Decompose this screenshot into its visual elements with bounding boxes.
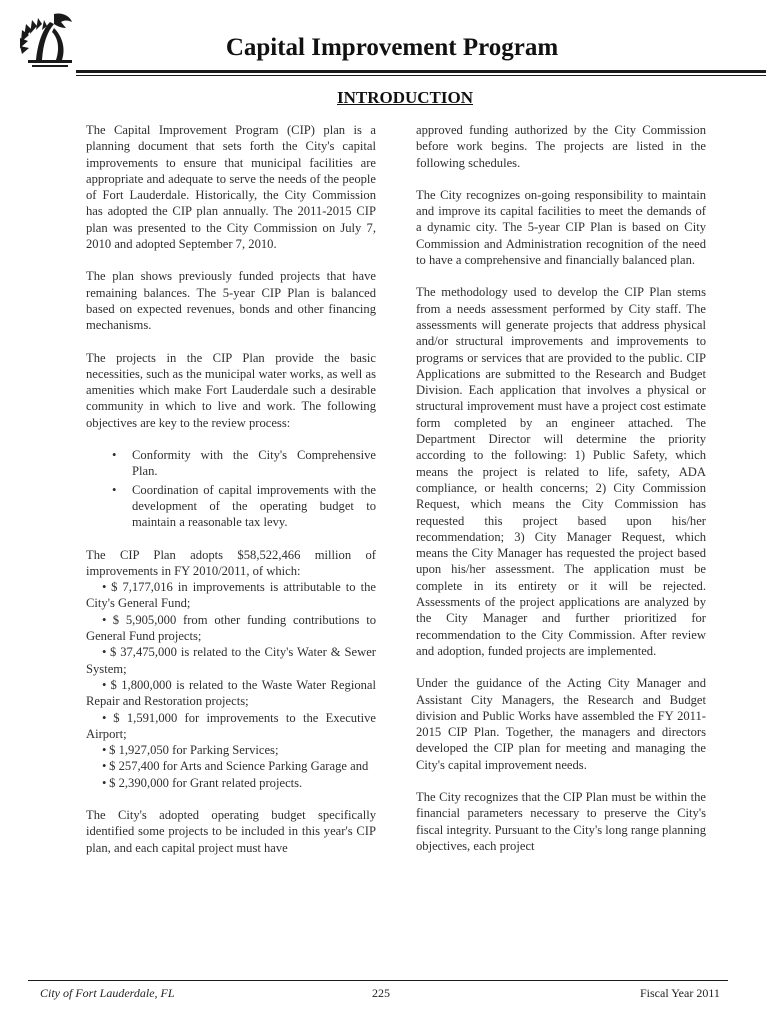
page-number: 225 [372,986,390,1000]
bullet-icon: • [102,710,107,725]
amount-text: $ 2,390,000 for Grant related projects. [109,775,303,790]
amount-text: $ 1,927,050 for Parking Services; [109,743,279,758]
amount-text: $ 1,591,000 for improvements to the Executive Airport; [86,710,376,741]
bullet-icon: • [102,677,107,692]
amounts-list [86,579,376,791]
bullet-icon: • [102,645,107,660]
paragraph: The City recognizes on-going responsibility to maintain and improve its capital facilities to meet the demands of a dynamic city. The 5-year CIP Plan is based on City Commission and Administration recognition of the need to have a comprehensive and financially balanced plan. [416,187,706,268]
amount-text: $ 1,800,000 is related to the Waste Water Regional Repair and Restoration projects; [86,677,376,709]
paragraph: Under the guidance of the Acting City Manager and Assistant City Managers, the Research and Budget division and Public Works have assembled the FY 2011-2015 CIP Plan. Together, the managers and directors developed the CIP plan for meeting and managing the City's capital improvement needs. [416,676,706,772]
amount-text: $ 37,475,000 is related to the City's Water & Sewer System; [86,645,376,676]
amount-text: $ 257,400 for Arts and Science Parking Garage and [109,759,369,774]
footer-fiscal-year: Fiscal Year 2011 [640,986,720,1000]
header-rule-thin [76,75,766,76]
list-item: • Conformity with the City's Comprehensive Plan. [86,447,376,480]
paragraph: The CIP Plan adopts $58,522,466 million of improvements in FY 2010/2011, of which: [86,547,376,578]
paragraph: The City's adopted operating budget specifically identified some projects to be included in this year's CIP plan, and each capital project must have [86,807,376,855]
section-heading: INTRODUCTION [336,88,474,107]
objectives-list [86,447,376,530]
footer-city: City of Fort Lauderdale, FL [40,986,175,1000]
left-column [86,122,376,872]
right-column [416,122,706,870]
paragraph: The Capital Improvement Program (CIP) plan is a planning document that sets forth the City's capital improvements to ensure that municipal facilities are appropriate and adequate to serve the needs of the people of Fort Lauderdale. Historically, the City Commission has adopted the CIP plan annually. The 2011-2015 CIP plan was presented to the City Commission on July 7, 2010 and adopted September 7, 2010. [86,123,376,252]
bullet-icon: • [102,612,107,627]
amount-text: $ 7,177,016 in improvements is attributable to the City's General Fund; [86,580,376,611]
footer-rule [28,980,728,981]
paragraph: approved funding authorized by the City Commission before work begins. The projects are listed in the following schedules. [416,123,706,170]
paragraph: The City recognizes that the CIP Plan must be within the financial parameters necessary to preserve the City's fiscal integrity. Pursuant to the City's long range planning objectives, each project [416,789,707,853]
page-title: Capital Improvement Program [225,34,559,61]
list-item [86,710,376,743]
header-rule [76,70,766,73]
bullet-icon: • [102,743,107,758]
paragraph: The projects in the CIP Plan provide the basic necessities, such as the municipal water works, as well as amenities which make Fort Lauderdale such a desirable community in which to live and work. The following objectives are key to the review process: [86,350,376,430]
list-item [86,677,376,710]
bullet-icon: • [102,759,107,774]
list-item [86,775,376,791]
city-bird-logo-icon [14,8,86,72]
paragraph: The methodology used to develop the CIP Plan stems from a needs assessment performed by City staff. The assessments will generate projects that address physical and/or structural improvements and improvements to programs or services that are provided to the public. CIP Applications are submitted to the Research and Budget Division. Each application that involves a physical or structural improvement must have a project cost estimate form completed by an engineer attached. The Department Director will determine the priority according to the following: 1) Public Safety, which means the project is related to life, safety, ADA compliance, or health concerns; 2) City Commission Request, which means the City Commission has requested this project based upon his/her recommendation; 3) City Manager Request, which means the City Manager has requested the project based upon his/her assessment. The application must be complete in its entirety or it will be rejected. Assessments of the project applications are analyzed by the City Manager and further prioritized for recommendation to the City Commission. After review and adoption, funded projects are implemented. [416,285,706,658]
list-item: • Coordination of capital improvements with the development of the operating budget to maintain a reasonable tax levy. [86,482,376,531]
list-item [86,644,376,677]
paragraph: The plan shows previously funded projects that have remaining balances. The 5-year CIP Plan is balanced based on expected revenues, bonds and other financing mechanisms. [86,269,376,333]
bullet-icon: • [102,580,107,595]
list-item [86,612,376,645]
bullet-icon: • [102,775,107,790]
list-item [86,742,376,758]
list-item [86,579,376,612]
amount-text: $ 5,905,000 from other funding contributions to General Fund projects; [86,612,376,644]
list-item [86,758,376,774]
